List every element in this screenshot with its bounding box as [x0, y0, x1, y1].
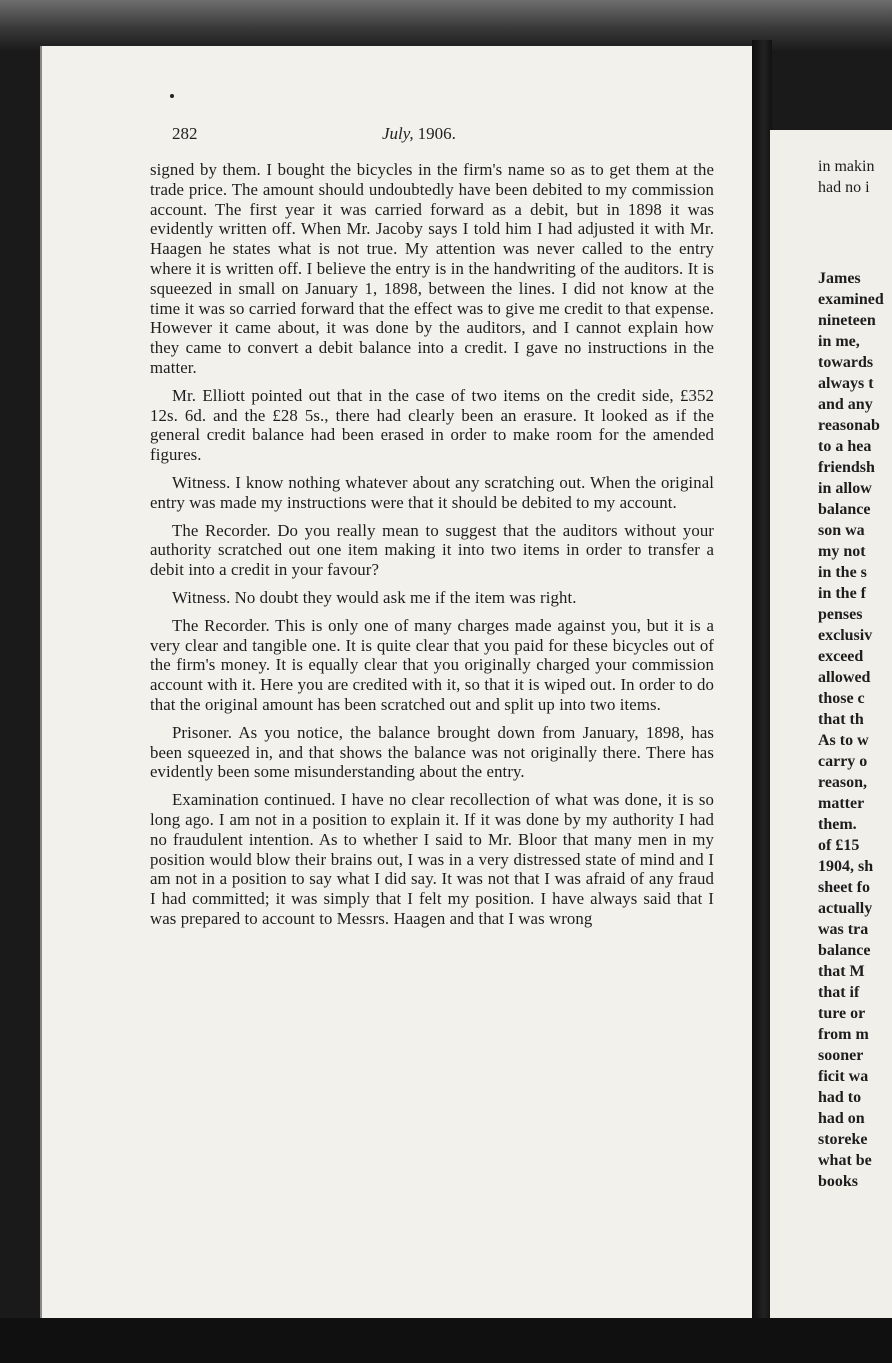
fragment-line: sheet fo	[818, 879, 870, 896]
paragraph: Prisoner. As you notice, the balance brought down from January, 1898, has been squeezed in, and that shows the balance was not originally there. There has evidently been some misunderstanding about the entry.	[150, 722, 714, 782]
running-head-month: July,	[382, 124, 414, 143]
fragment-line: balance	[818, 501, 871, 518]
paragraph: Mr. Elliott pointed out that in the case of two items on the credit side, £352 12s. 6d. and the £28 5s., there had clearly been an erasure. It looked as if the general credit balance had been erased in order to make room for the amended figures.	[150, 385, 714, 465]
fragment-line: carry o	[818, 753, 868, 770]
fragment-line: actually	[818, 900, 873, 917]
fragment-line: son wa	[818, 522, 865, 539]
fragment-line: allowed	[818, 669, 871, 686]
page-header	[150, 124, 720, 150]
fragment-line: friendsh	[818, 459, 875, 476]
fragment-line: what be	[818, 1152, 872, 1169]
paragraph: signed by them. I bought the bicycles in the firm's name so as to get them at the trade price. The amount should undoubtedly have been debited to my commission account. The first year it was carried forward as a debit, but in 1898 it was evidently written off. When Mr. Jacoby says I told him I had adjusted it with Mr. Haagen he states what is not true. My attention was never called to the entry where it is written off. I believe the entry is in the handwriting of the auditors. It is squeezed in small on January 1, 1898, between the lines. I did not know at the time it was so carried forward that the effect was to give me credit to that expense. However it came about, it was done by the auditors, and I cannot explain how they came to convert a debit balance into a credit. I gave no instructions in the matter.	[150, 160, 714, 377]
fragment-line: from m	[818, 1026, 869, 1043]
fragment-line: had to	[818, 1089, 862, 1106]
running-head-year: 1906.	[417, 124, 456, 143]
fragment-line: that th	[818, 711, 864, 728]
paragraph: The Recorder. This is only one of many charges made against you, but it is a very clear and tangible one. It is quite clear that you paid for these bicycles out of the firm's money. It is equally clear that you originally charged your commission account with it. Here you are credited with it, so that it is wiped out. In order to do that the original amount has been scratched out and split up into two items.	[150, 615, 714, 714]
paragraph: Witness. No doubt they would ask me if the item was right.	[172, 587, 577, 607]
ink-speck	[170, 94, 174, 98]
fragment-line: books	[818, 1173, 859, 1190]
fragment-line: storeke	[818, 1131, 868, 1148]
fragment-line: balance	[818, 942, 871, 959]
fragment-line: that if	[818, 984, 860, 1001]
running-head	[382, 124, 456, 144]
facing-page-fragment	[818, 156, 892, 1192]
fragment-line: in the s	[818, 564, 867, 581]
fragment-line: towards	[818, 354, 874, 371]
fragment-line: James	[818, 270, 861, 287]
fragment-line: As to w	[818, 732, 869, 749]
fragment-line: exceed	[818, 648, 864, 665]
fragment-line: had on	[818, 1110, 865, 1127]
paragraph: Witness. I know nothing whatever about any scratching out. When the original entry was made my instructions were that it should be debited to my account.	[150, 472, 714, 512]
fragment-line: ture or	[818, 1005, 866, 1022]
facing-page-lines	[818, 268, 892, 1192]
paragraph: Examination continued. I have no clear recollection of what was done, it is so long ago. I am not in a position to explain it. If it was done by my authority I had no fraudulent intention. As to whether I said to Mr. Bloor that many men in my position would blow their brains out, I was in a very distressed state of mind and I am not in a position to say what I did say. It was not that I was afraid of any fraud I had committed; it was simply that I felt my position. I have always said that I was prepared to account to Messrs. Haagen and that I was wrong	[150, 790, 714, 928]
fragment-line: in me,	[818, 333, 860, 350]
scan-bottom-edge	[0, 1318, 892, 1363]
facing-page-top-lines	[818, 156, 892, 198]
fragment-line: in allow	[818, 480, 872, 497]
fragment-line: to a hea	[818, 438, 872, 455]
body-text	[150, 160, 714, 937]
fragment-line: sooner	[818, 1047, 864, 1064]
fragment-line: examined	[818, 291, 884, 308]
fragment-line: matter	[818, 795, 865, 812]
fragment-line: them.	[818, 816, 857, 833]
fragment-line: that M	[818, 963, 865, 980]
fragment-line: in the f	[818, 585, 866, 602]
fragment-line: ficit wa	[818, 1068, 869, 1085]
fragment-line: of £15	[818, 837, 860, 854]
fragment-line: 1904, sh	[818, 858, 874, 875]
fragment-line: had no i	[818, 179, 870, 196]
fragment-line: my not	[818, 543, 866, 560]
book-spine	[752, 40, 772, 1330]
fragment-line: those c	[818, 690, 865, 707]
fragment-line: was tra	[818, 921, 869, 938]
fragment-line: exclusiv	[818, 627, 873, 644]
fragment-line: and any	[818, 396, 873, 413]
fragment-line: reason,	[818, 774, 868, 791]
fragment-line: reasonab	[818, 417, 880, 434]
fragment-line: always t	[818, 375, 874, 392]
paragraph: The Recorder. Do you really mean to suggest that the auditors without your authority scratched out one item making it into two items in order to transfer a debit into a credit in your favour?	[150, 520, 714, 580]
page-number: 282	[172, 124, 198, 143]
fragment-line: in makin	[818, 158, 875, 175]
fragment-line: nineteen	[818, 312, 876, 329]
fragment-line: penses	[818, 606, 863, 623]
